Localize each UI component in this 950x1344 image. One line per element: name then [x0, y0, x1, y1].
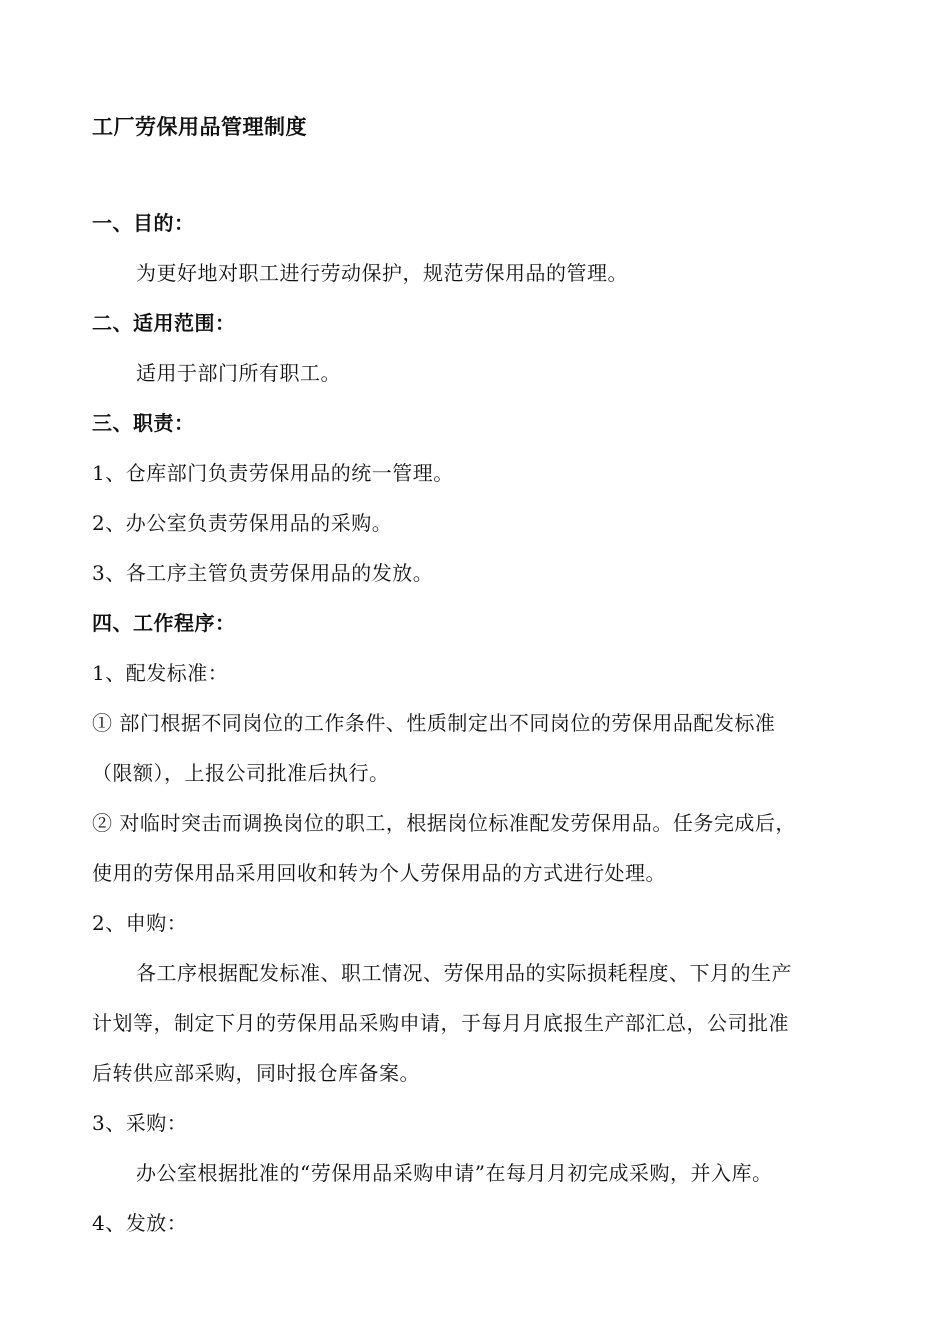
request-line3: 后转供应部采购，同时报仓库备案。 — [92, 1061, 420, 1085]
section-purpose-heading: 一、目的： — [92, 211, 195, 235]
section-duties-heading: 三、职责： — [92, 411, 195, 435]
section-scope-heading: 二、适用范围： — [92, 311, 236, 335]
request-line2: 计划等，制定下月的劳保用品采购申请，于每月月底报生产部汇总，公司批准 — [92, 1011, 789, 1035]
request-label: 2、申购： — [92, 911, 188, 935]
duty-item-3: 3、各工序主管负责劳保用品的发放。 — [92, 561, 434, 585]
section-purpose-text: 为更好地对职工进行劳动保护，规范劳保用品的管理。 — [136, 261, 628, 285]
duty-item-1: 1、仓库部门负责劳保用品的统一管理。 — [92, 461, 454, 485]
duty-item-2: 2、办公室负责劳保用品的采购。 — [92, 511, 393, 535]
purchase-line1: 办公室根据批准的“劳保用品采购申请”在每月月初完成采购，并入库。 — [136, 1161, 773, 1185]
standard-item2-line2: 使用的劳保用品采用回收和转为个人劳保用品的方式进行处理。 — [92, 861, 666, 885]
standard-label: 1、配发标准： — [92, 661, 229, 685]
purchase-label: 3、采购： — [92, 1111, 188, 1135]
section-procedure-heading: 四、工作程序： — [92, 611, 236, 635]
standard-item2-line1: ② 对临时突击而调换岗位的职工，根据岗位标准配发劳保用品。任务完成后， — [92, 811, 796, 835]
standard-item1-line2: （限额），上报公司批准后执行。 — [92, 761, 390, 785]
issue-label: 4、发放： — [92, 1211, 188, 1235]
section-scope-text: 适用于部门所有职工。 — [136, 361, 341, 385]
standard-item1-line1: ① 部门根据不同岗位的工作条件、性质制定出不同岗位的劳保用品配发标准 — [92, 711, 776, 735]
document-title: 工厂劳保用品管理制度 — [92, 115, 307, 139]
request-line1: 各工序根据配发标准、职工情况、劳保用品的实际损耗程度、下月的生产 — [136, 961, 792, 985]
